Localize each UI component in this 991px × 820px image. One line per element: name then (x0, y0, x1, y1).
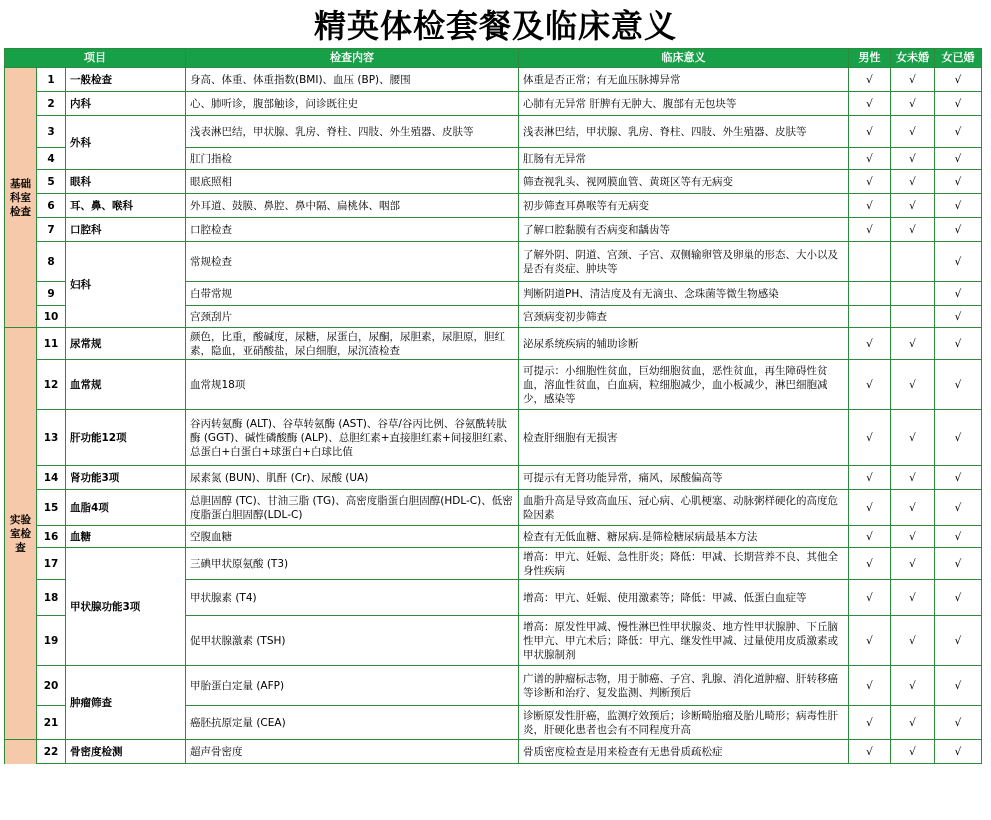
row-number: 9 (37, 282, 66, 306)
female-married-check: √ (935, 360, 982, 410)
row-number: 16 (37, 526, 66, 548)
clinical-meaning: 宫颈病变初步筛查 (519, 306, 849, 328)
female-married-check: √ (935, 282, 982, 306)
exam-content: 甲胎蛋白定量 (AFP) (186, 666, 519, 706)
clinical-meaning: 肛肠有无异常 (519, 148, 849, 170)
female-single-check: √ (891, 218, 935, 242)
clinical-meaning: 检查有无低血糖、糖尿病.是筛检糖尿病最基本方法 (519, 526, 849, 548)
male-check: √ (849, 410, 891, 466)
category-cell: 实验室检查 (5, 328, 37, 740)
row-number: 5 (37, 170, 66, 194)
female-single-check: √ (891, 170, 935, 194)
female-single-check: √ (891, 466, 935, 490)
row-number: 12 (37, 360, 66, 410)
female-married-check: √ (935, 526, 982, 548)
category-cell (5, 740, 37, 764)
male-check: √ (849, 490, 891, 526)
table-row (5, 68, 982, 92)
exam-content: 尿素氮 (BUN)、肌酐 (Cr)、尿酸 (UA) (186, 466, 519, 490)
female-single-check: √ (891, 148, 935, 170)
female-single-check: √ (891, 548, 935, 580)
male-check: √ (849, 548, 891, 580)
table-row (5, 328, 982, 360)
row-number: 13 (37, 410, 66, 466)
clinical-meaning: 增高：甲亢、妊娠、使用激素等；降低：甲减、低蛋白血症等 (519, 580, 849, 616)
row-number: 11 (37, 328, 66, 360)
project-name: 口腔科 (66, 218, 186, 242)
project-name: 尿常规 (66, 328, 186, 360)
female-married-check: √ (935, 218, 982, 242)
project-name: 血糖 (66, 526, 186, 548)
female-married-check: √ (935, 68, 982, 92)
female-married-check: √ (935, 616, 982, 666)
exam-content: 白带常规 (186, 282, 519, 306)
exam-content: 眼底照相 (186, 170, 519, 194)
female-single-check: √ (891, 740, 935, 764)
clinical-meaning: 广谱的肿瘤标志物，用于肺癌、子宫、乳腺、消化道肿瘤、肝转移癌等诊断和治疗、复发监测、判断预后 (519, 666, 849, 706)
project-name: 肝功能12项 (66, 410, 186, 466)
male-check (849, 282, 891, 306)
project-name: 血常规 (66, 360, 186, 410)
project-name: 血脂4项 (66, 490, 186, 526)
exam-content: 癌胚抗原定量 (CEA) (186, 706, 519, 740)
clinical-meaning: 检查肝细胞有无损害 (519, 410, 849, 466)
male-check: √ (849, 170, 891, 194)
row-number: 14 (37, 466, 66, 490)
exam-content: 颜色，比重，酸碱度，尿糖，尿蛋白，尿酮，尿胆素，尿胆原，胆红素，隐血，亚硝酸盐，尿白细胞，尿沉渣检查 (186, 328, 519, 360)
row-number: 15 (37, 490, 66, 526)
category-cell: 基础科室检查 (5, 68, 37, 328)
female-single-check: √ (891, 194, 935, 218)
female-married-check: √ (935, 148, 982, 170)
header-row (5, 49, 982, 68)
female-single-check: √ (891, 616, 935, 666)
row-number: 20 (37, 666, 66, 706)
table-row (5, 170, 982, 194)
clinical-meaning: 增高：甲亢、妊娠、急性肝炎；降低：甲减、长期营养不良、其他全身性疾病 (519, 548, 849, 580)
female-married-check: √ (935, 410, 982, 466)
male-check: √ (849, 194, 891, 218)
table-row (5, 490, 982, 526)
female-married-check: √ (935, 490, 982, 526)
exam-content: 肛门指检 (186, 148, 519, 170)
female-married-check: √ (935, 92, 982, 116)
exam-content: 心、肺听诊，腹部触诊，问诊既往史 (186, 92, 519, 116)
female-single-check: √ (891, 410, 935, 466)
project-name: 一般检查 (66, 68, 186, 92)
male-check: √ (849, 616, 891, 666)
table-row (5, 116, 982, 148)
male-check: √ (849, 328, 891, 360)
female-married-check: √ (935, 328, 982, 360)
female-married-check: √ (935, 580, 982, 616)
row-number: 21 (37, 706, 66, 740)
female-single-check: √ (891, 68, 935, 92)
project-name: 耳、鼻、喉科 (66, 194, 186, 218)
female-single-check: √ (891, 580, 935, 616)
female-married-check: √ (935, 306, 982, 328)
clinical-meaning: 泌尿系统疾病的辅助诊断 (519, 328, 849, 360)
row-number: 3 (37, 116, 66, 148)
male-check (849, 306, 891, 328)
male-check: √ (849, 92, 891, 116)
exam-content: 宫颈刮片 (186, 306, 519, 328)
male-check: √ (849, 218, 891, 242)
project-name: 妇科 (66, 242, 186, 328)
clinical-meaning: 可提示：小细胞性贫血，巨幼细胞贫血，恶性贫血，再生障碍性贫血，溶血性贫血，白血病，粒细胞减少，血小板减少，淋巴细胞减少，感染等 (519, 360, 849, 410)
table-row (5, 360, 982, 410)
row-number: 7 (37, 218, 66, 242)
exam-content: 超声骨密度 (186, 740, 519, 764)
header-female-single: 女未婚 (891, 49, 935, 68)
male-check (849, 242, 891, 282)
female-single-check: √ (891, 92, 935, 116)
table-row (5, 194, 982, 218)
header-meaning: 临床意义 (519, 49, 849, 68)
clinical-meaning: 了解口腔黏膜有否病变和龋齿等 (519, 218, 849, 242)
header-project: 项目 (5, 49, 186, 68)
exam-content: 外耳道、鼓膜、鼻腔、鼻中隔、扁桃体、咽部 (186, 194, 519, 218)
clinical-meaning: 了解外阴、阴道、宫颈、子宫、双侧输卵管及卵巢的形态、大小以及是否有炎症、肿块等 (519, 242, 849, 282)
male-check: √ (849, 580, 891, 616)
female-single-check: √ (891, 526, 935, 548)
female-single-check (891, 306, 935, 328)
row-number: 17 (37, 548, 66, 580)
female-single-check (891, 282, 935, 306)
project-name: 眼科 (66, 170, 186, 194)
male-check: √ (849, 706, 891, 740)
row-number: 10 (37, 306, 66, 328)
female-single-check: √ (891, 328, 935, 360)
clinical-meaning: 增高：原发性甲减、慢性淋巴性甲状腺炎、地方性甲状腺肿、下丘脑性甲亢、甲亢术后；降低：甲亢、继发性甲减、过量使用皮质激素或甲状腺制剂 (519, 616, 849, 666)
female-single-check: √ (891, 706, 935, 740)
female-married-check: √ (935, 170, 982, 194)
table-row (5, 218, 982, 242)
female-married-check: √ (935, 242, 982, 282)
clinical-meaning: 初步筛查耳鼻喉等有无病变 (519, 194, 849, 218)
male-check: √ (849, 466, 891, 490)
row-number: 22 (37, 740, 66, 764)
clinical-meaning: 诊断原发性肝癌，监测疗效预后；诊断畸胎瘤及胎儿畸形；病毒性肝炎，肝硬化患者也会有不同程度升高 (519, 706, 849, 740)
exam-content: 促甲状腺激素 (TSH) (186, 616, 519, 666)
exam-content: 谷丙转氨酶 (ALT)、谷草转氨酶 (AST)、谷草/谷丙比例、谷氨酰转肽酶 (GGT)、碱性磷酸酶 (ALP)、总胆红素+直接胆红素+间接胆红素、总蛋白+白蛋白+球蛋白+白球比值 (186, 410, 519, 466)
female-married-check: √ (935, 666, 982, 706)
row-number: 6 (37, 194, 66, 218)
project-name: 肿瘤筛查 (66, 666, 186, 740)
header-content: 检查内容 (186, 49, 519, 68)
project-name: 肾功能3项 (66, 466, 186, 490)
female-married-check: √ (935, 740, 982, 764)
table-row (5, 92, 982, 116)
exam-content: 浅表淋巴结，甲状腺、乳房、脊柱、四肢、外生殖器、皮肤等 (186, 116, 519, 148)
female-married-check: √ (935, 706, 982, 740)
female-single-check: √ (891, 490, 935, 526)
checkup-table (4, 48, 982, 764)
male-check: √ (849, 740, 891, 764)
row-number: 4 (37, 148, 66, 170)
female-married-check: √ (935, 194, 982, 218)
exam-content: 常规检查 (186, 242, 519, 282)
female-married-check: √ (935, 466, 982, 490)
clinical-meaning: 心肺有无异常 肝脾有无肿大、腹部有无包块等 (519, 92, 849, 116)
project-name: 甲状腺功能3项 (66, 548, 186, 666)
page-title: 精英体检套餐及临床意义 (313, 7, 677, 45)
male-check: √ (849, 116, 891, 148)
clinical-meaning: 体重是否正常；有无血压脉搏异常 (519, 68, 849, 92)
table-row (5, 410, 982, 466)
clinical-meaning: 骨质密度检查是用来检查有无患骨质疏松症 (519, 740, 849, 764)
exam-content: 身高、体重、体重指数(BMI)、血压 (BP)、腰围 (186, 68, 519, 92)
exam-content: 空腹血糖 (186, 526, 519, 548)
clinical-meaning: 筛查视乳头、视网膜血管、黄斑区等有无病变 (519, 170, 849, 194)
female-single-check (891, 242, 935, 282)
table-row (5, 526, 982, 548)
female-married-check: √ (935, 548, 982, 580)
row-number: 18 (37, 580, 66, 616)
row-number: 1 (37, 68, 66, 92)
female-single-check: √ (891, 360, 935, 410)
header-female-married: 女已婚 (935, 49, 982, 68)
exam-content: 口腔检查 (186, 218, 519, 242)
table-row (5, 666, 982, 706)
table-row (5, 740, 982, 764)
female-single-check: √ (891, 116, 935, 148)
clinical-meaning: 血脂升高是导致高血压、冠心病、心肌梗塞、动脉粥样硬化的高度危险因素 (519, 490, 849, 526)
exam-content: 血常规18项 (186, 360, 519, 410)
male-check: √ (849, 666, 891, 706)
table-row (5, 466, 982, 490)
exam-content: 甲状腺素 (T4) (186, 580, 519, 616)
male-check: √ (849, 148, 891, 170)
exam-content: 总胆固醇 (TC)、甘油三脂 (TG)、高密度脂蛋白胆固醇(HDL-C)、低密度脂蛋白胆固醇(LDL-C) (186, 490, 519, 526)
project-name: 骨密度检测 (66, 740, 186, 764)
table-row (5, 548, 982, 580)
clinical-meaning: 判断阴道PH、清洁度及有无滴虫、念珠菌等微生物感染 (519, 282, 849, 306)
clinical-meaning: 浅表淋巴结，甲状腺、乳房、脊柱、四肢、外生殖器、皮肤等 (519, 116, 849, 148)
row-number: 8 (37, 242, 66, 282)
project-name: 外科 (66, 116, 186, 170)
exam-content: 三碘甲状原氨酸 (T3) (186, 548, 519, 580)
table-row (5, 242, 982, 282)
female-married-check: √ (935, 116, 982, 148)
clinical-meaning: 可提示有无肾功能异常，痛风，尿酸偏高等 (519, 466, 849, 490)
row-number: 2 (37, 92, 66, 116)
male-check: √ (849, 360, 891, 410)
row-number: 19 (37, 616, 66, 666)
project-name: 内科 (66, 92, 186, 116)
male-check: √ (849, 526, 891, 548)
header-male: 男性 (849, 49, 891, 68)
male-check: √ (849, 68, 891, 92)
female-single-check: √ (891, 666, 935, 706)
